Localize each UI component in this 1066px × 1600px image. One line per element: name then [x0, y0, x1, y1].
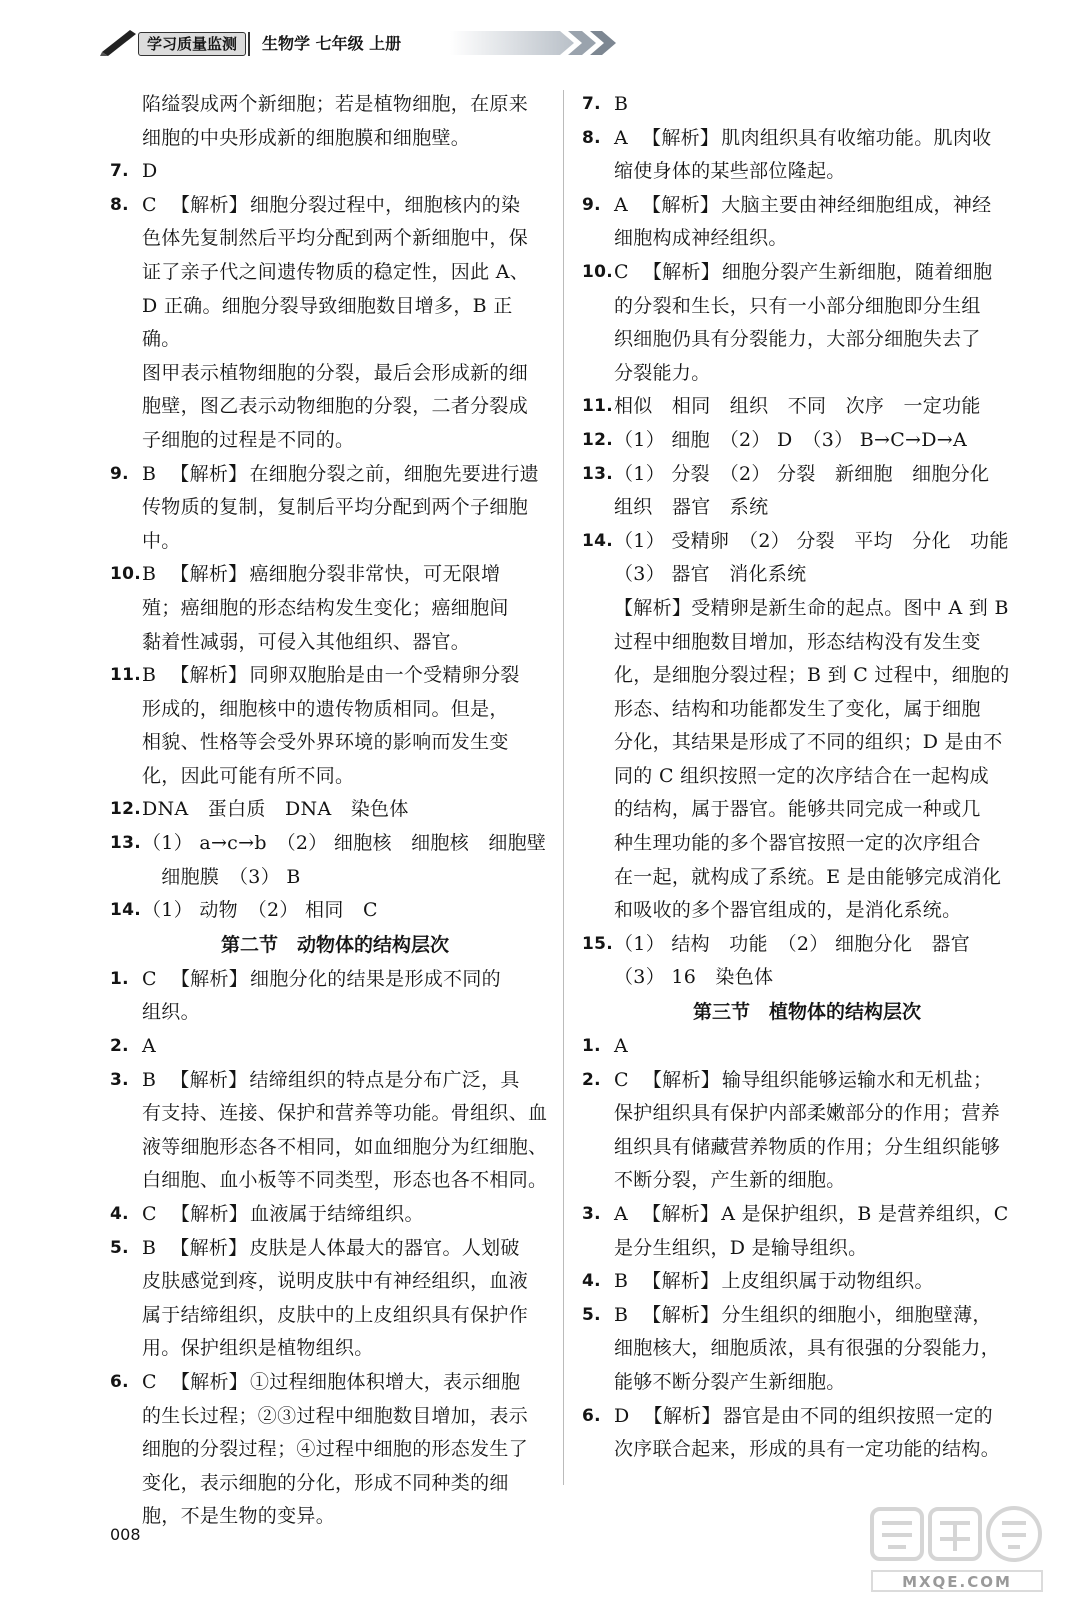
column-divider: [563, 90, 564, 1485]
section3-question-6: 6. D 【解析】 器官是由不同的组织按照一定的 次序联合起来，形成的具有一定功能的结构。: [582, 1404, 1001, 1461]
section2-question-12: 12. （1） 细胞 （2） D （3） B→C→D→A: [582, 428, 968, 451]
section2-question-14: 14. （1） 受精卵 （2） 分裂 平均 分化 功能 （3） 器官 消化系统: [582, 529, 1009, 586]
section2-question-1: 1. C 【解析】 细胞分化的结果是形成不同的 组织。: [110, 967, 501, 1024]
question-10: 10. B 【解析】 癌细胞分裂非常快，可无限增 殖；癌细胞的形态结构发生变化；癌细胞间 黏着性减弱，可侵入其他组织、器官。: [110, 563, 509, 653]
section2-question-4: 4. C 【解析】 血液属于结缔组织。: [110, 1203, 424, 1225]
section3-question-4: 4. B 【解析】 上皮组织属于动物组织。: [582, 1270, 934, 1293]
chevron-arrows-icon: [450, 27, 620, 59]
section-title-3: 第三节 植物体的结构层次: [692, 1001, 921, 1024]
section2-question-14-analysis: 【解析】受精卵是新生命的起点。图中 A 到 B 过程中细胞数目增加，形态结构没有发生变 化，是细胞分裂过程；B 到 C 过程中，细胞的 形态、结构和功能都发生了变化，属于细胞 分化，其结果是形成了不同的组织；D 是由不 同的 C 组织按照一定的次序结合在一起构成 的结构，属于器官。能够共同完成一种或几 种生理功能的多个器官按照一定的次序组合 在一起，就构成了系统。E 是由能够完成消化 和吸收的多个器官组成的，是消化系统。: [614, 596, 1010, 922]
page-header: [100, 22, 540, 62]
watermark-url: MXQE.COM: [902, 1573, 1012, 1591]
section2-question-5: 5. B 【解析】 皮肤是人体最大的器官。人划破 皮肤感觉到疼，说明皮肤中有神经组织，血液 属于结缔组织，皮肤中的上皮组织具有保护作 用。保护组织是植物组织。: [110, 1236, 529, 1360]
left-column: [110, 88, 550, 1534]
section2-question-7: 7. B: [582, 93, 629, 115]
section2-question-10: 10. C 【解析】 细胞分裂产生新细胞，随着细胞 的分裂和生长，只有一小部分细胞即分生组 织细胞仍具有分裂能力，大部分细胞失去了 分裂能力。: [582, 260, 993, 384]
section3-question-5: 5. B 【解析】 分生组织的细胞小，细胞壁薄， 细胞核大，细胞质浓，具有很强的分裂能力， 能够不断分裂产生新细胞。: [582, 1303, 1001, 1393]
question-9: 9. B 【解析】 在细胞分裂之前，细胞先要进行遗 传物质的复制，复制后平均分配到两个子细胞中。: [110, 462, 539, 552]
section2-question-3: 3. B 【解析】 结缔组织的特点是分布广泛，具 有支持、连接、保护和营养等功能。骨组织、血 液等细胞形态各不相同，如血细胞分为红细胞、 白细胞、血小板等不同类型，形态也各不相同。: [110, 1068, 548, 1192]
question-14: 14. （1） 动物 （2） 相同 C: [110, 899, 378, 922]
header-separator: [248, 32, 250, 56]
page-number: 008: [110, 1525, 141, 1544]
question-13: 13. （1） a→c→b （2） 细胞核 细胞核 细胞壁 细胞膜 （3） B: [110, 832, 547, 888]
question-8: 8. C 【解析】 细胞分裂过程中，细胞核内的染 色体先复制然后平均分配到两个新细胞中，保 证了亲子代之间遗传物质的稳定性，因此 A、 D 正确。细胞分裂导致细胞数目增多，B 正确。 图甲表示植物细胞的分裂，最后会形成新的细 胞壁，图乙表示动物细胞的分裂，二者分裂成 子细胞的过程是不同的。: [110, 193, 530, 451]
watermark-logo-icon: [868, 1505, 1046, 1595]
section2-question-11: 11. 相似 相同 组织 不同 次序 一定功能: [582, 395, 981, 418]
right-column: [582, 88, 1022, 1467]
section-title-2: 第二节 动物体的结构层次: [220, 933, 449, 956]
pen-icon: [100, 26, 140, 56]
subject-title: 生物学 七年级 上册: [262, 34, 402, 53]
section2-question-6: 6. C 【解析】 ①过程细胞体积增大，表示细胞 的生长过程；②③过程中细胞数目增加，表示 细胞的分裂过程；④过程中细胞的形态发生了 变化，表示细胞的分化，形成不同种类的细 胞，不是生物的变异。: [110, 1370, 529, 1528]
section3-question-2: 2. C 【解析】 输导组织能够运输水和无机盐； 保护组织具有保护内部柔嫩部分的作用；营养 组织具有储藏营养物质的作用；分生组织能够 不断分裂，产生新的细胞。: [582, 1068, 1001, 1192]
section2-question-8: 8. A 【解析】 肌肉组织具有收缩功能。肌肉收 缩使身体的某些部位隆起。: [582, 126, 992, 183]
question-12: 12. DNA 蛋白质 DNA 染色体: [110, 798, 409, 821]
question-11: 11. B 【解析】 同卵双胞胎是由一个受精卵分裂 形成的，细胞核中的遗传物质相同。但是， 相貌、性格等会受外界环境的影响而发生变 化，因此可能有所不同。: [110, 664, 520, 787]
section3-question-3: 3. A 【解析】 A 是保护组织，B 是营养组织，C 是分生组织，D 是输导组织。: [582, 1203, 1009, 1259]
section2-question-15: 15. （1） 结构 功能 （2） 细胞分化 器官 （3） 16 染色体: [582, 932, 971, 989]
continued-paragraph: 陷缢裂成两个新细胞；若是植物细胞，在原来 细胞的中央形成新的细胞膜和细胞壁。: [142, 93, 529, 149]
section2-question-9: 9. A 【解析】 大脑主要由神经细胞组成，神经 细胞构成神经组织。: [582, 193, 992, 250]
series-badge: 学习质量监测: [138, 32, 246, 56]
section2-question-13: 13. （1） 分裂 （2） 分裂 新细胞 细胞分化 组织 器官 系统: [582, 462, 990, 519]
section3-question-1: 1. A: [582, 1035, 629, 1058]
section2-question-2: 2. A: [110, 1035, 157, 1058]
question-7: 7. D: [110, 160, 158, 183]
